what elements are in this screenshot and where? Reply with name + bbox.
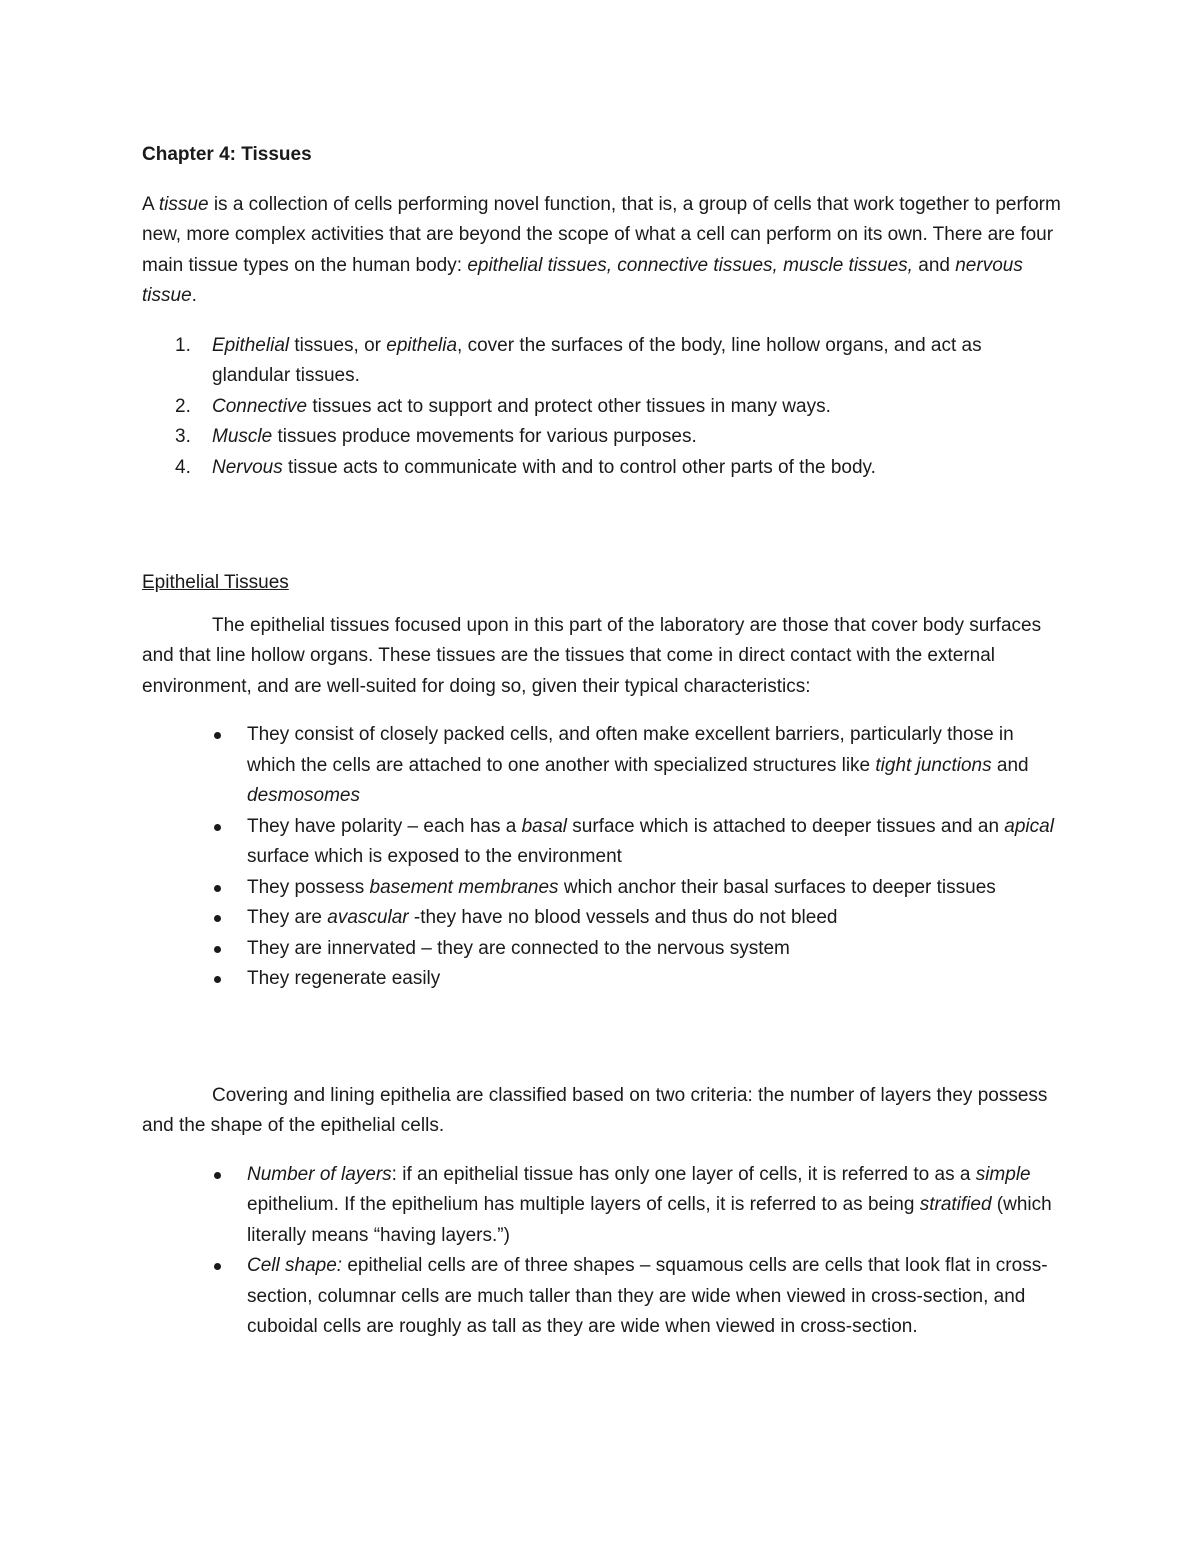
bullet-icon	[214, 1263, 221, 1270]
list-text: : if an epithelial tissue has only one layer of cells, it is referred to as a	[391, 1163, 976, 1185]
list-text: They are innervated – they are connected to the nervous system	[247, 937, 790, 959]
intro-text: and	[912, 254, 956, 276]
list-term: tight junctions	[875, 754, 992, 776]
bullet-icon	[214, 885, 221, 892]
bullet-icon	[214, 915, 221, 922]
classification-paragraph: Covering and lining epithelia are classified based on two criteria: the number of layers they possess and the shape of the epithelial cells.	[142, 1084, 1048, 1136]
list-term: Number of layers	[247, 1163, 392, 1185]
list-term: Nervous	[212, 456, 283, 478]
list-item	[175, 422, 1062, 453]
list-text: tissues act to support and protect other tissues in many ways.	[307, 395, 831, 417]
bullet-icon	[214, 976, 221, 983]
list-text: which anchor their basal surfaces to deeper tissues	[558, 876, 996, 898]
section-heading-epithelial: Epithelial Tissues	[142, 572, 289, 593]
list-term: Cell shape:	[247, 1255, 343, 1276]
intro-term-types: epithelial tissues, connective tissues, muscle tissues,	[467, 254, 913, 276]
characteristics-list	[142, 720, 1062, 995]
list-text: epithelial cells are of three shapes – squamous cells are cells that look flat in cross-section, columnar cells are much taller than they are wide when viewed in cross-section, and cuboidal cells are roughly as tall as they are wide when viewed in cross-section.	[247, 1255, 1048, 1337]
list-term: basal	[521, 815, 568, 837]
list-text: surface which is attached to deeper tissues and an	[567, 815, 1005, 837]
list-number: 1.	[175, 334, 191, 356]
list-term: Muscle	[212, 426, 273, 447]
list-number: 4.	[175, 456, 191, 478]
list-item	[247, 934, 1062, 965]
intro-paragraph	[142, 190, 1062, 312]
chapter-title: Chapter 4: Tissues	[142, 144, 312, 165]
list-text: tissues, or	[289, 334, 387, 356]
list-item	[247, 903, 1062, 934]
epithelial-paragraph: The epithelial tissues focused upon in this part of the laboratory are those that cover body surfaces and that line hollow organs. These tissues are the tissues that come in direct contact with the external environment, and are well-suited for doing so, given their typical characteristics:	[142, 614, 1042, 697]
list-item	[175, 392, 1062, 423]
list-text: tissues produce movements for various purposes.	[272, 426, 697, 447]
tissue-types-list	[142, 331, 1062, 484]
intro-term-nervous: nervous tissue	[142, 254, 1023, 306]
bullet-icon	[214, 824, 221, 831]
intro-term-tissue: tissue	[158, 193, 209, 215]
list-text: , cover the surfaces of the body, line hollow organs, and act as glandular tissues.	[212, 334, 982, 386]
list-term: Connective	[212, 395, 308, 417]
list-text: and	[991, 754, 1029, 776]
list-text: epithelium. If the epithelium has multiple layers of cells, it is referred to as being	[247, 1194, 920, 1215]
list-number: 2.	[175, 395, 191, 417]
list-item	[247, 812, 1062, 873]
list-term: desmosomes	[247, 785, 360, 806]
list-term: apical	[1004, 815, 1054, 837]
list-item	[247, 1251, 1062, 1343]
intro-text: .	[191, 285, 197, 306]
bullet-icon	[214, 732, 221, 739]
list-text: surface which is exposed to the environment	[247, 846, 622, 867]
list-item	[247, 720, 1062, 812]
list-term: avascular	[327, 907, 409, 928]
document-body	[142, 140, 1062, 1343]
list-item	[247, 1160, 1062, 1252]
intro-text: is a collection of cells performing novel function, that is, a group of cells that work together to perform new, more complex activities that are beyond the scope of what a cell can perform on its own. There are four main tissue types on the human body:	[142, 193, 1061, 276]
list-term: Epithelial	[212, 334, 290, 356]
list-text: tissue acts to communicate with and to control other parts of the body.	[282, 456, 876, 478]
list-term: stratified	[919, 1194, 992, 1215]
list-text: They consist of closely packed cells, and often make excellent barriers, particularly those in which the cells are attached to one another with specialized structures like	[247, 724, 1014, 776]
classification-list	[142, 1160, 1062, 1343]
list-text: They have polarity – each has a	[247, 815, 522, 837]
list-text: They are	[247, 907, 328, 928]
list-term: basement membranes	[369, 876, 559, 898]
list-text: They possess	[247, 876, 370, 898]
list-term: epithelia	[386, 334, 458, 356]
list-item	[175, 331, 1062, 392]
intro-text: A	[142, 193, 159, 215]
list-number: 3.	[175, 426, 191, 447]
list-term: simple	[975, 1163, 1031, 1185]
bullet-icon	[214, 946, 221, 953]
list-item	[247, 873, 1062, 904]
bullet-icon	[214, 1172, 221, 1179]
list-text: -they have no blood vessels and thus do not bleed	[408, 907, 838, 928]
list-text: (which literally means “having layers.”)	[247, 1194, 1052, 1246]
list-text: They regenerate easily	[247, 968, 441, 989]
list-item	[175, 453, 1062, 484]
list-item	[247, 964, 1062, 995]
